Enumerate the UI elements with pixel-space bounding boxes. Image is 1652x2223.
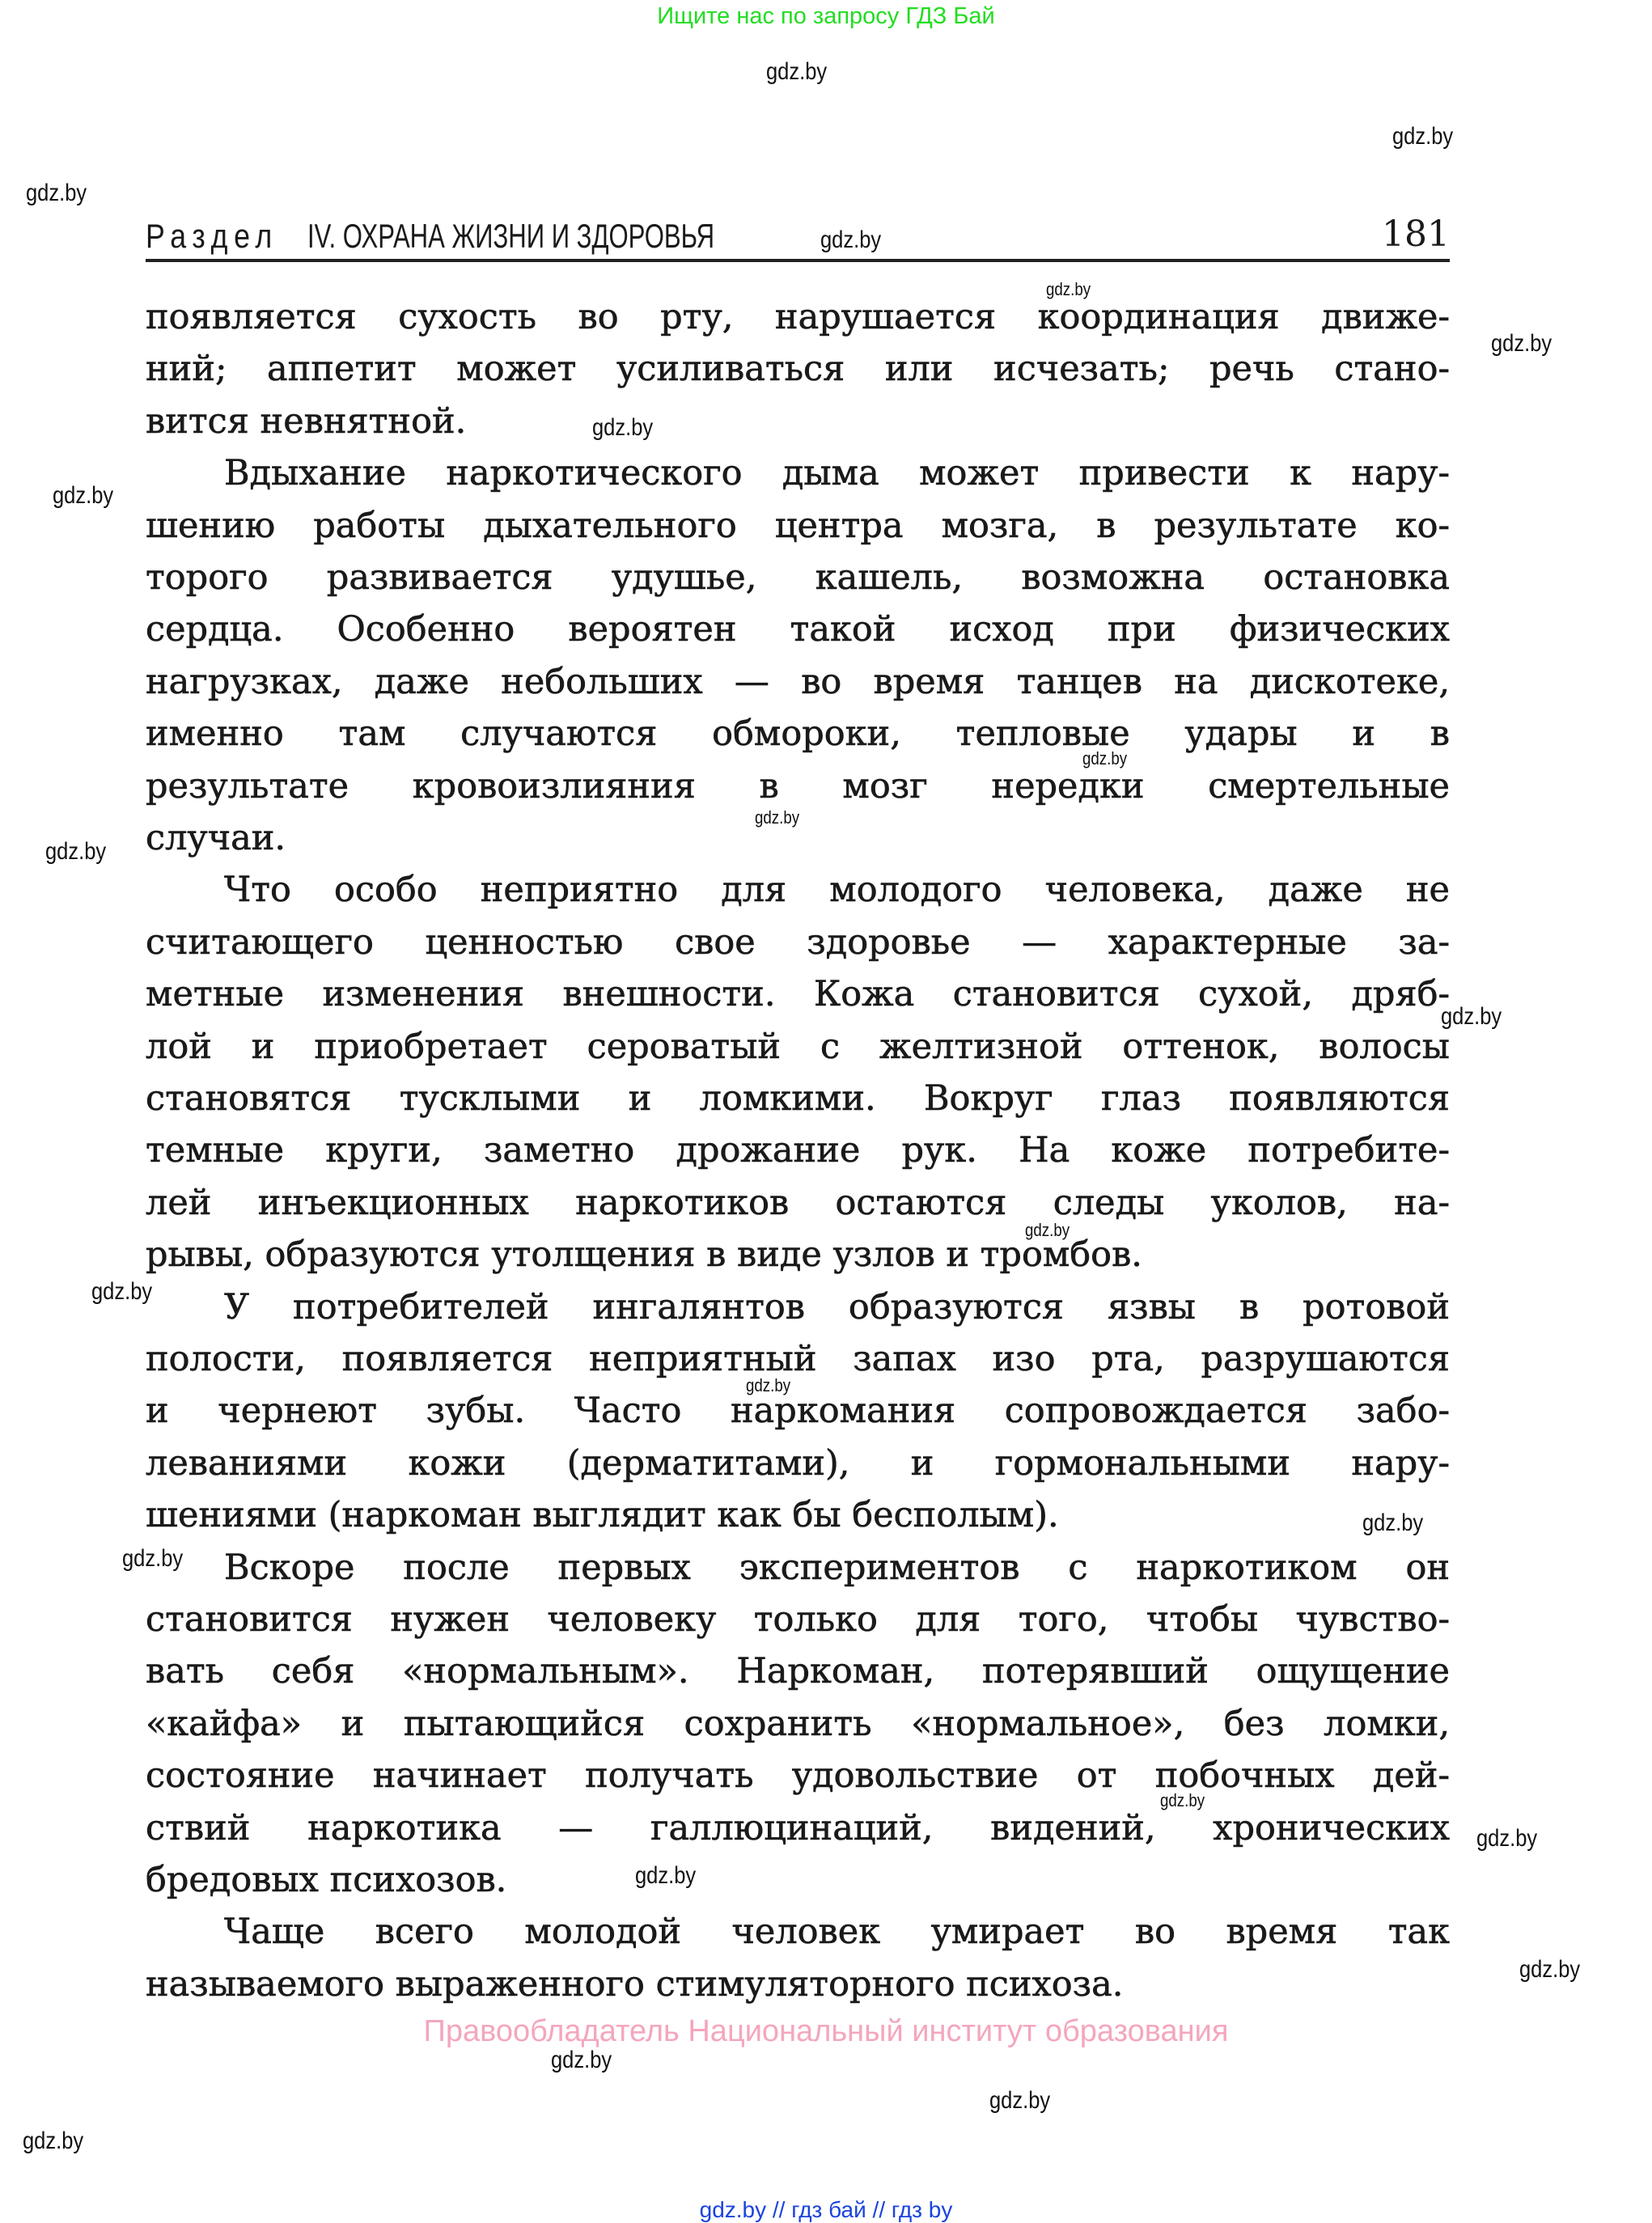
watermark: gdz.by xyxy=(1491,330,1552,357)
text-line: состояние начинает получать удовольствие от побочных дей- xyxy=(146,1755,1450,1797)
watermark: gdz.by xyxy=(1392,123,1454,150)
text-line: сердца. Особенно вероятен такой исход при физических xyxy=(146,609,1450,650)
text-line: вится невнятной. xyxy=(146,400,467,442)
watermark: gdz.by xyxy=(592,414,654,441)
text-line: вать себя «нормальным». Наркоман, потерявший ощущение xyxy=(146,1651,1450,1692)
watermark: gdz.by xyxy=(1025,1220,1070,1240)
text-line: случаи. xyxy=(146,818,286,858)
text-line: рывы, образуются утолщения в виде узлов и тромбов. xyxy=(146,1234,1142,1276)
watermark: gdz.by xyxy=(1046,279,1091,299)
text-line: леваниями кожи (дерматитами), и гормональными нару- xyxy=(146,1442,1450,1484)
watermark: gdz.by xyxy=(1441,1003,1502,1030)
text-line: Вскоре после первых экспериментов с наркотиком он xyxy=(224,1547,1450,1588)
text-line: Вдыхание наркотического дыма может привести к нару- xyxy=(224,453,1450,494)
text-line: торого развивается удушье, кашель, возможна остановка xyxy=(146,557,1450,598)
section-title: IV. ОХРАНА ЖИЗНИ И ЗДОРОВЬЯ xyxy=(307,217,715,255)
text-line: У потребителей ингалянтов образуются язвы в ротовой xyxy=(224,1286,1450,1327)
watermark: gdz.by xyxy=(1082,748,1128,769)
watermark: gdz.by xyxy=(1476,1825,1538,1852)
page-number: 181 xyxy=(1382,214,1450,255)
text-line: именно там случаются обмороки, тепловые удары и в xyxy=(146,713,1450,755)
text-line: ний; аппетит может усиливаться или исчезать; речь стано- xyxy=(146,349,1450,390)
text-line: Чаще всего молодой человек умирает во время так xyxy=(224,1912,1450,1953)
watermark: gdz.by xyxy=(551,2047,612,2073)
text-line: результате кровоизлияния в мозг нередки смертельные xyxy=(146,765,1450,807)
text-line: полости, появляется неприятный запах изо рта, разрушаются xyxy=(146,1339,1450,1379)
section-label: Раздел xyxy=(146,217,278,255)
watermark: gdz.by xyxy=(989,2087,1051,2114)
copyright-notice: Правообладатель Национальный институт образования xyxy=(423,2014,1229,2048)
watermark: gdz.by xyxy=(755,807,800,828)
watermark: gdz.by xyxy=(746,1375,791,1395)
text-line: нагрузках, даже небольших — во время танцев на дискотеке, xyxy=(146,661,1450,702)
watermark: gdz.by xyxy=(820,227,882,253)
watermark: gdz.by xyxy=(122,1545,184,1572)
text-line: становится нужен человеку только для того, чтобы чувство- xyxy=(146,1599,1450,1640)
watermark: gdz.by xyxy=(53,482,114,509)
watermark: gdz.by xyxy=(45,838,107,865)
text-line: темные круги, заметно дрожание рук. На коже потребите- xyxy=(146,1130,1450,1171)
watermark: gdz.by xyxy=(91,1278,153,1305)
watermark: gdz.by xyxy=(766,58,828,85)
watermark: gdz.by xyxy=(1519,1956,1581,1983)
watermark: gdz.by xyxy=(26,180,87,206)
search-hint-banner: Ищите нас по запросу ГДЗ Бай xyxy=(657,3,995,29)
text-line: метные изменения внешности. Кожа становится сухой, дряб- xyxy=(146,974,1450,1015)
text-line: шению работы дыхательного центра мозга, в результате ко- xyxy=(146,505,1450,546)
watermark: gdz.by xyxy=(635,1862,697,1889)
text-line: «кайфа» и пытающийся сохранить «нормальное», без ломки, xyxy=(146,1703,1450,1744)
watermark: gdz.by xyxy=(1160,1790,1205,1810)
watermark: gdz.by xyxy=(1362,1510,1424,1536)
text-line: становятся тусклыми и ломкими. Вокруг глаз появляются xyxy=(146,1078,1450,1119)
text-line: ствий наркотика — галлюцинаций, видений, хронических xyxy=(146,1807,1450,1848)
text-line: называемого выраженного стимуляторного психоза. xyxy=(146,1963,1124,2005)
footer-links[interactable]: gdz.by // гдз бай // гдз by xyxy=(699,2197,953,2222)
text-line: бредовых психозов. xyxy=(146,1860,507,1900)
text-line: Что особо неприятно для молодого человека, даже не xyxy=(224,870,1450,911)
page-header xyxy=(146,214,1450,262)
watermark: gdz.by xyxy=(23,2128,84,2154)
text-line: шениями (наркоман выглядит как бы бесполым). xyxy=(146,1495,1059,1536)
text-line: появляется сухость во рту, нарушается координация движе- xyxy=(146,297,1450,337)
text-line: считающего ценностью свое здоровье — характерные за- xyxy=(146,921,1450,963)
text-line: и чернеют зубы. Часто наркомания сопровождается забо- xyxy=(146,1391,1450,1432)
text-line: лей инъекционных наркотиков остаются следы уколов, на- xyxy=(146,1182,1450,1223)
text-line: лой и приобретает сероватый с желтизной оттенок, волосы xyxy=(146,1026,1450,1067)
